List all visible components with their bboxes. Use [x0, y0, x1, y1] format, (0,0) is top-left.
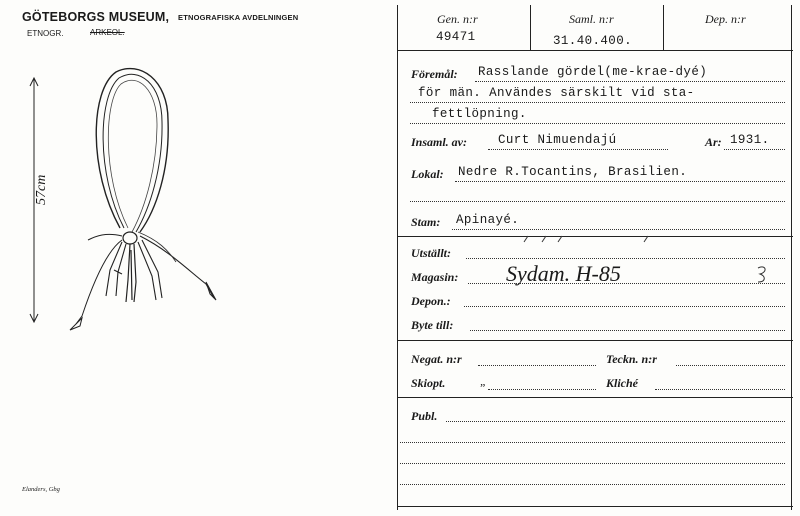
foremal-line2: för män. Användes särskilt vid sta-: [418, 86, 695, 100]
rule-below-kliche: [397, 397, 793, 398]
magasin-label: Magasin:: [411, 270, 459, 284]
negat-label: Negat. n:r: [411, 352, 462, 366]
lokal-dots2: [410, 201, 785, 202]
publ-label: Publ.: [411, 409, 438, 423]
publ-dots2: [400, 442, 785, 443]
publ-dots3: [400, 463, 785, 464]
skiopt-dots: [488, 389, 596, 390]
tassel-center: [126, 244, 136, 302]
belt-loop-outer: [96, 69, 168, 232]
etnogr-label: ETNOGR.: [27, 29, 64, 38]
left-border: [397, 5, 398, 510]
dep-label: Dep. n:r: [705, 12, 746, 26]
lokal-label: Lokal:: [411, 167, 444, 181]
magasin-value: Sydam. H-85: [506, 261, 621, 286]
utstallt-label: Utställt:: [411, 246, 452, 260]
ar-dots: [724, 149, 785, 150]
kliche-label: Kliché: [606, 376, 638, 390]
header-divider-2: [663, 5, 664, 50]
magasin-dots: [468, 283, 785, 284]
insaml-dots: [488, 149, 668, 150]
pencil-squiggle: [752, 264, 776, 288]
rule-below-byte: [397, 340, 793, 341]
foremal-line3: fettlöpning.: [432, 107, 527, 121]
tassel-right: [138, 240, 162, 300]
teckn-dots: [676, 365, 785, 366]
stam-value: Apinayé.: [456, 213, 520, 227]
byte-label: Byte till:: [411, 318, 454, 332]
belt-end-right: [206, 282, 216, 300]
byte-dots: [470, 330, 785, 331]
belt-drawing: [18, 50, 238, 340]
insaml-label: Insaml. av:: [411, 135, 468, 149]
stam-label: Stam:: [411, 215, 441, 229]
ar-label: Ar:: [705, 135, 722, 149]
stam-dots: [452, 229, 785, 230]
pencil-marks: [520, 232, 660, 246]
belt-cord-right-2: [138, 232, 176, 262]
foremal-label: Föremål:: [411, 67, 458, 81]
gen-value: 49471: [436, 30, 476, 44]
publ-dots1: [446, 421, 785, 422]
rule-below-numbers: [397, 50, 793, 51]
arkeol-label: ARKEOL.: [90, 28, 125, 37]
right-border: [791, 5, 792, 510]
tassel-left: [106, 242, 126, 296]
gen-label: Gen. n:r: [437, 12, 478, 26]
negat-dots: [478, 365, 596, 366]
saml-label: Saml. n:r: [569, 12, 614, 26]
depon-label: Depon.:: [411, 294, 451, 308]
skiopt-value: „: [480, 374, 487, 388]
lokal-value: Nedre R.Tocantins, Brasilien.: [458, 165, 688, 179]
kliche-dots: [655, 389, 785, 390]
foremal-dots3: [410, 123, 785, 124]
printer-mark: Elanders, Gbg: [22, 486, 60, 493]
museum-name: GÖTEBORGS MUSEUM,: [22, 10, 170, 24]
utstallt-dots: [466, 258, 785, 259]
belt-end-left: [70, 318, 82, 330]
skiopt-label: Skiopt.: [411, 376, 446, 390]
belt-cord-left: [76, 234, 122, 324]
lokal-dots1: [455, 181, 785, 182]
ar-value: 1931.: [730, 133, 770, 147]
foremal-dots1: [475, 81, 785, 82]
insaml-value: Curt Nimuendajú: [498, 133, 617, 147]
measure-label: 57cm: [34, 174, 49, 205]
header-divider-1: [530, 5, 531, 50]
teckn-label: Teckn. n:r: [606, 352, 657, 366]
foremal-dots2: [410, 102, 785, 103]
belt-knot: [123, 232, 137, 244]
foremal-line1: Rasslande gördel(me-krae-dyé): [478, 65, 708, 79]
publ-dots4: [400, 484, 785, 485]
saml-value: 31.40.400.: [553, 34, 633, 48]
depon-dots: [464, 306, 785, 307]
rule-bottom: [397, 506, 793, 507]
belt-cord-right: [140, 236, 214, 298]
department-name: ETNOGRAFISKA AVDELNINGEN: [178, 13, 299, 22]
